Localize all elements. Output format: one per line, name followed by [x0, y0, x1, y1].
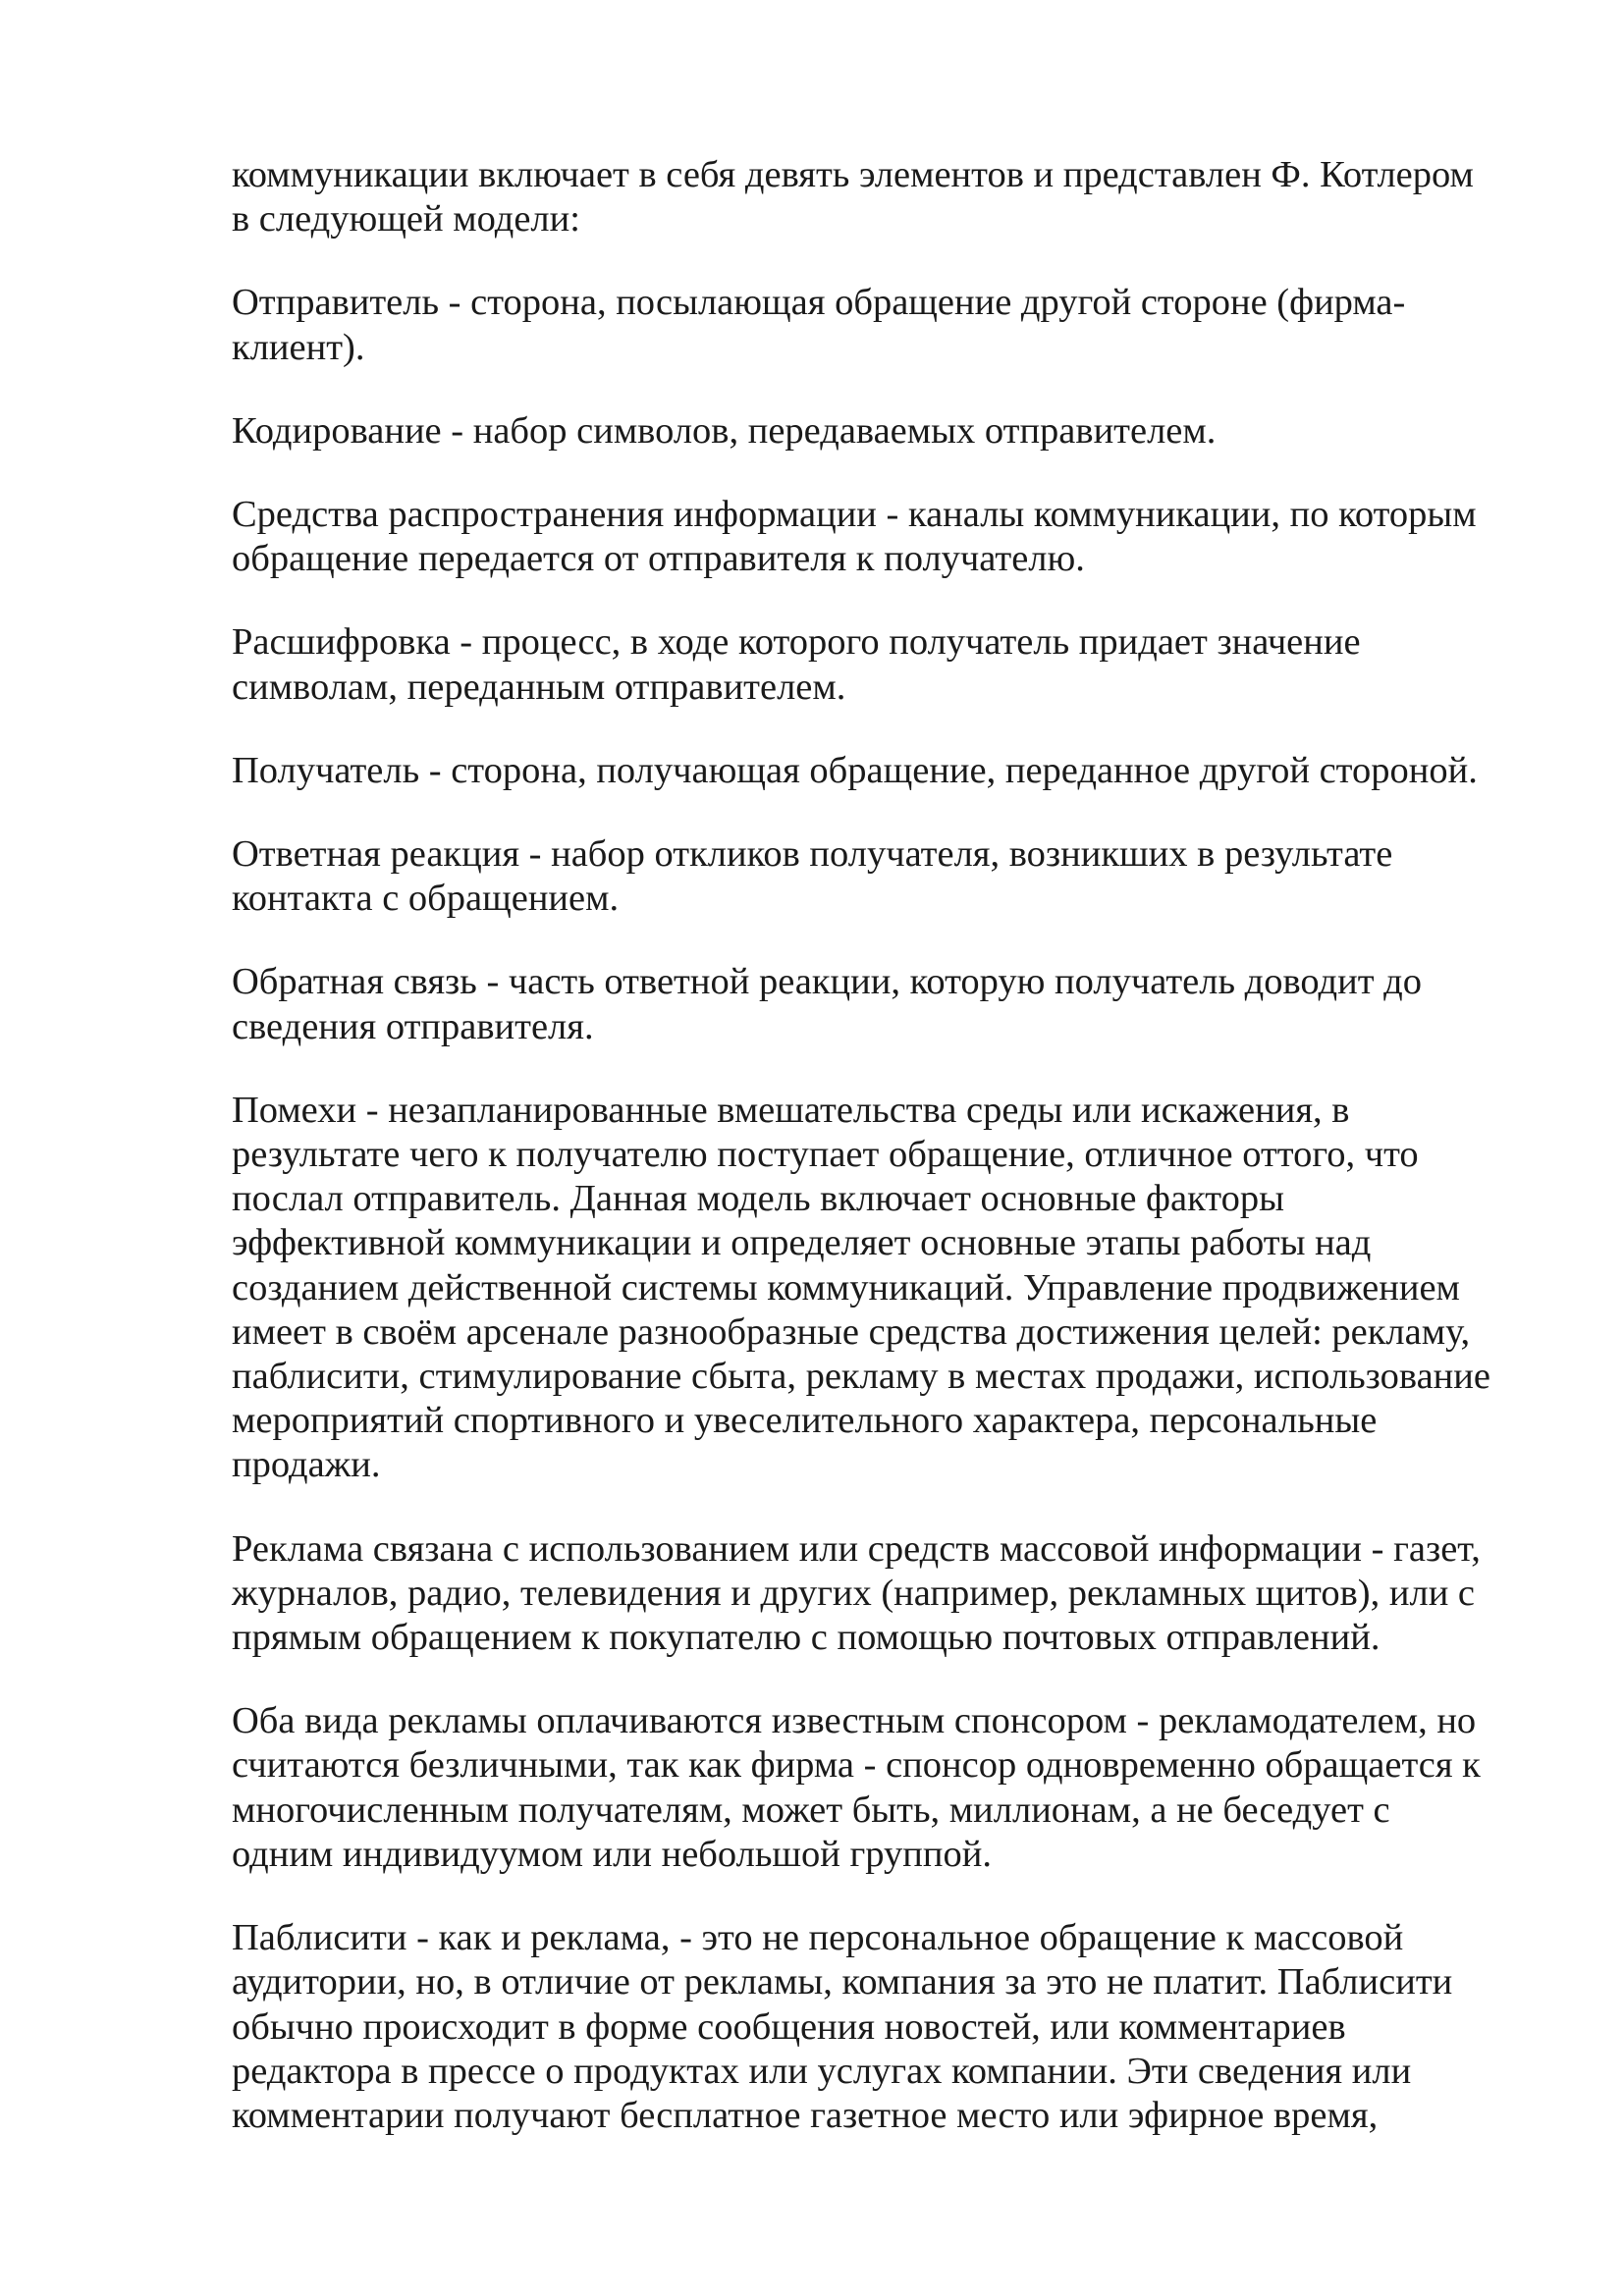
- paragraph-noise: Помехи - незапланированные вмешательства среды или искажения, в результате чего к получателю поступает обращение, отличное оттого, что послал отправитель. Данная модель включает основные факторы эффективной коммуникации и определяет основные этапы работы над созданием действенной системы коммуникаций. Управление продвижением имеет в своём арсенале разнообразные средства достижения целей: рекламу, паблисити, стимулирование сбыта, рекламу в местах продажи, использование мероприятий спортивного и увеселительного характера, персональные продажи.: [232, 1089, 1490, 1486]
- paragraph-communication-model-intro: коммуникации включает в себя девять элементов и представлен Ф. Котлером в следующей модели:: [232, 154, 1474, 240]
- paragraph-advertising-sponsor: Оба вида рекламы оплачиваются известным спонсором - рекламодателем, но считаются безличными, так как фирма - спонсор одновременно обращается к многочисленным получателям, может быть, миллионам, а не беседует с одним индивидуумом или небольшой группой.: [232, 1700, 1481, 1875]
- document-body: [232, 153, 1518, 2177]
- paragraph-advertising: Реклама связана с использованием или средств массовой информации - газет, журналов, радио, телевидения и других (например, рекламных щитов), или с прямым обращением к покупателю с помощью почтовых отправлений.: [232, 1527, 1481, 1659]
- paragraph-feedback: Обратная связь - часть ответной реакции, которую получатель доводит до сведения отправителя.: [232, 961, 1422, 1047]
- paragraph-encoding: Кодирование - набор символов, передаваемых отправителем.: [232, 409, 1217, 452]
- paragraph-decoding: Расшифровка - процесс, в ходе которого получатель придает значение символам, переданным отправителем.: [232, 621, 1361, 708]
- paragraph-publicity: Паблисити - как и реклама, - это не персональное обращение к массовой аудитории, но, в отличие от рекламы, компания за это не платит. Паблисити обычно происходит в форме сообщения новостей, или комментариев редактора в прессе о продуктах или услугах компании. Эти сведения или комментарии получают бесплатное газетное место или эфирное время,: [232, 1917, 1453, 2136]
- paragraph-response: Ответная реакция - набор откликов получателя, возникших в результате контакта с обращением.: [232, 833, 1393, 920]
- paragraph-media: Средства распространения информации - каналы коммуникации, по которым обращение передается от отправителя к получателю.: [232, 494, 1477, 580]
- paragraph-sender: Отправитель - сторона, посылающая обращение другой стороне (фирма- клиент).: [232, 282, 1406, 368]
- paragraph-receiver: Получатель - сторона, получающая обращение, переданное другой стороной.: [232, 749, 1478, 791]
